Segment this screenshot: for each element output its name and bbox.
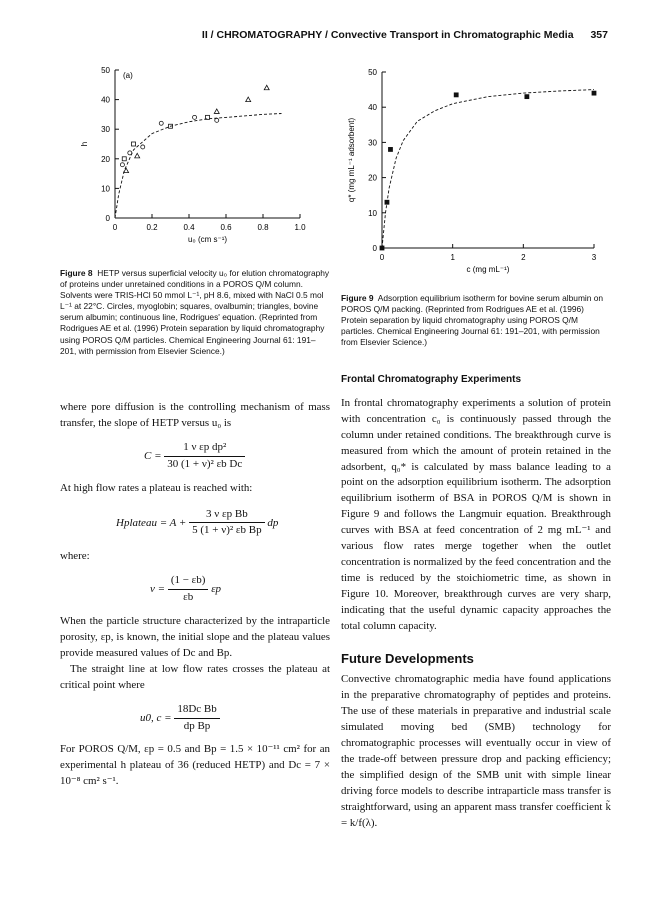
data-point-circle: [193, 115, 197, 119]
data-point-square: [592, 91, 596, 95]
data-point-circle: [159, 121, 163, 125]
paragraph-pore-diffusion: where pore diffusion is the controlling mechanism of mass transfer, the slope of HETP versus u₀ is: [60, 401, 330, 429]
eq2-lhs: Hplateau = A +: [116, 516, 187, 529]
figure8-caption-label: Figure 8: [60, 268, 93, 278]
y-axis-label: h: [80, 141, 89, 147]
y-tick-label: 20: [368, 173, 377, 183]
figure9-caption-text: Adsorption equilibrium isotherm for bovine serum albumin on POROS Q/M packing. (Reprinted from Rodrigues AE et al. (1996) Protein separation by liquid chromatography using POROS Q/M particles. Chemical Engineering Journal 61: 191–201, with permission from Elsevier Science.): [341, 293, 604, 348]
figure9-caption: [341, 293, 611, 348]
x-tick-label: 0.2: [146, 223, 158, 232]
page-number: 357: [590, 29, 608, 41]
x-tick-label: 0.6: [220, 223, 232, 232]
y-tick-label: 0: [372, 244, 377, 253]
eq3-numerator: (1 − εb): [168, 573, 209, 590]
data-point-triangle: [246, 97, 251, 102]
paragraph-poros-values: For POROS Q/M, εp = 0.5 and Bp = 1.5 × 10⁻¹¹ cm² for an experimental h plateau of 36 (reduced HETP) and Dc = 7 × 10⁻⁸ cm² s⁻¹.: [60, 743, 330, 788]
equation-plateau: [116, 507, 330, 540]
y-tick-label: 30: [101, 125, 110, 135]
x-tick-label: 0: [112, 223, 118, 232]
data-point-circle: [215, 118, 219, 122]
y-tick-label: 0: [105, 214, 110, 223]
series-line: [382, 90, 594, 248]
y-tick-label: 40: [368, 103, 377, 113]
series-line: [115, 114, 282, 219]
left-column: [60, 400, 330, 790]
x-tick-label: 2: [521, 253, 526, 262]
x-tick-label: 0.8: [257, 223, 269, 232]
paragraph-particle-structure: When the particle structure characterized by the intraparticle porosity, εp, is known, the initial slope and the plateau values provide measured values of Dc and Bp.: [60, 615, 330, 659]
figure9-caption-label: Figure 9: [341, 293, 374, 303]
y-tick-label: 10: [368, 208, 377, 218]
panel-label: (a): [123, 71, 133, 80]
paragraph-frontal-chromatography: In frontal chromatography experiments a solution of protein with concentration c₀ is continuously passed through the column under retained conditions. The breakthrough curve is measured from which the amount of protein retained in the adsorbent, q₀* is calculated by mass balance leading to a point on the adsorption equilibrium isotherm. The adsorption equilibrium isotherm of BSA in POROS Q/M is shown in Figure 9 and follows the Langmuir equation. Breakthrough curves with BSA at feed concentration of 2 mg mL⁻¹ and various flow rates merge together when the outlet concentration is normalized by the feed concentration and the time is reduced by the stoichiometric time, as shown in Figure 10. Moreover, breakthrough curves are very sharp, indicating that the useful dynamic capacity approaches the total column capacity.: [341, 396, 611, 632]
eq1-numerator: 1 ν εp dp²: [164, 440, 245, 457]
data-point-triangle: [135, 153, 140, 158]
x-tick-label: 1.0: [294, 223, 306, 232]
figure8-caption-text: HETP versus superficial velocity u₀ for elution chromatography of proteins under unretained conditions in a POROS Q/M column. Solvents were TRIS-HCl 50 mmol L⁻¹, pH 8.6, mixed with NaCl 0.5 mol L⁻¹ at 22°C. Circles, myoglobin; squares, ovalbumin; triangles, bovine serum albumin; continuous line, Rodrigues' equation. (Reprinted from Rodrigues AE et al. (1996) Protein separation by liquid chromatography using POROS Q/M particles. Chemical Engineering Journal 61: 191–201, with permission from Elsevier Science.): [60, 268, 330, 356]
eq3-lhs: ν =: [150, 583, 166, 596]
x-axis-label: u₀ (cm s⁻¹): [187, 235, 228, 244]
equation-slope: [144, 440, 330, 473]
y-tick-label: 40: [101, 95, 110, 105]
eq4-lhs: u0, c =: [140, 711, 172, 724]
x-tick-label: 0.4: [183, 223, 195, 232]
paragraph-future-developments: Convective chromatographic media have found applications in the preparative chromatography of peptides and proteins. The use of these materials in preparative and industrial scale simulated moving bed (SMB) technology for chromatographic processes will eventually occur in view of the trade-off between pressure drop and packing efficiency; the simplified design of the SMB unit with simple linear driving force models to describe intraparticle mass transfer is straightforward, using an apparent mass transfer coefficient k̃ = k/f(λ).: [341, 673, 611, 829]
equation-nu: [150, 573, 330, 606]
y-tick-label: 50: [368, 68, 377, 77]
data-point-square: [132, 142, 136, 146]
eq1-denominator: 30 (1 + ν)² εb Dc: [167, 457, 243, 470]
eq2-denominator: 5 (1 + ν)² εb Bp: [192, 524, 262, 537]
figure8-chart: [60, 60, 330, 260]
y-tick-label: 50: [101, 66, 110, 75]
data-point-circle: [120, 163, 124, 167]
running-header: [202, 29, 608, 41]
x-tick-label: 0: [379, 253, 385, 262]
data-point-circle: [141, 145, 145, 149]
where-label: where:: [60, 550, 90, 563]
eq2-numerator: 3 ν εp Bb: [189, 507, 265, 524]
data-point-square: [388, 147, 392, 151]
data-point-square: [525, 95, 529, 99]
y-axis-label: q* (mg mL⁻¹ adsorbent): [347, 117, 356, 203]
y-tick-label: 20: [101, 154, 110, 164]
eq2-tail: dp: [267, 516, 279, 529]
running-title: II / CHROMATOGRAPHY / Convective Transport in Chromatographic Media: [201, 29, 574, 41]
data-point-square: [122, 157, 126, 161]
x-tick-label: 3: [591, 253, 597, 262]
eq1-lhs: C =: [144, 449, 162, 462]
right-column: [341, 372, 611, 831]
eq4-numerator: 18Dc Bb: [174, 702, 219, 719]
data-point-triangle: [214, 109, 219, 114]
figure8-caption: [60, 268, 330, 357]
y-tick-label: 30: [368, 138, 377, 148]
data-point-square: [454, 93, 458, 97]
data-point-triangle: [264, 85, 269, 90]
heading-frontal-chromatography: Frontal Chromatography Experiments: [341, 374, 522, 385]
x-tick-label: 1: [450, 253, 455, 262]
paragraph-straight-line: The straight line at low flow rates crosses the plateau at critical point where: [60, 662, 330, 691]
eq3-denominator: εb: [183, 591, 194, 604]
y-tick-label: 10: [101, 184, 110, 194]
paragraph-plateau: At high flow rates a plateau is reached with:: [60, 481, 253, 494]
eq4-denominator: dp Bp: [183, 719, 211, 732]
figure9-chart: [340, 60, 610, 285]
equation-critical-point: [140, 702, 330, 735]
x-axis-label: c (mg mL⁻¹): [466, 265, 510, 274]
eq3-tail: εp: [211, 583, 222, 596]
heading-future-developments: Future Developments: [341, 650, 474, 666]
